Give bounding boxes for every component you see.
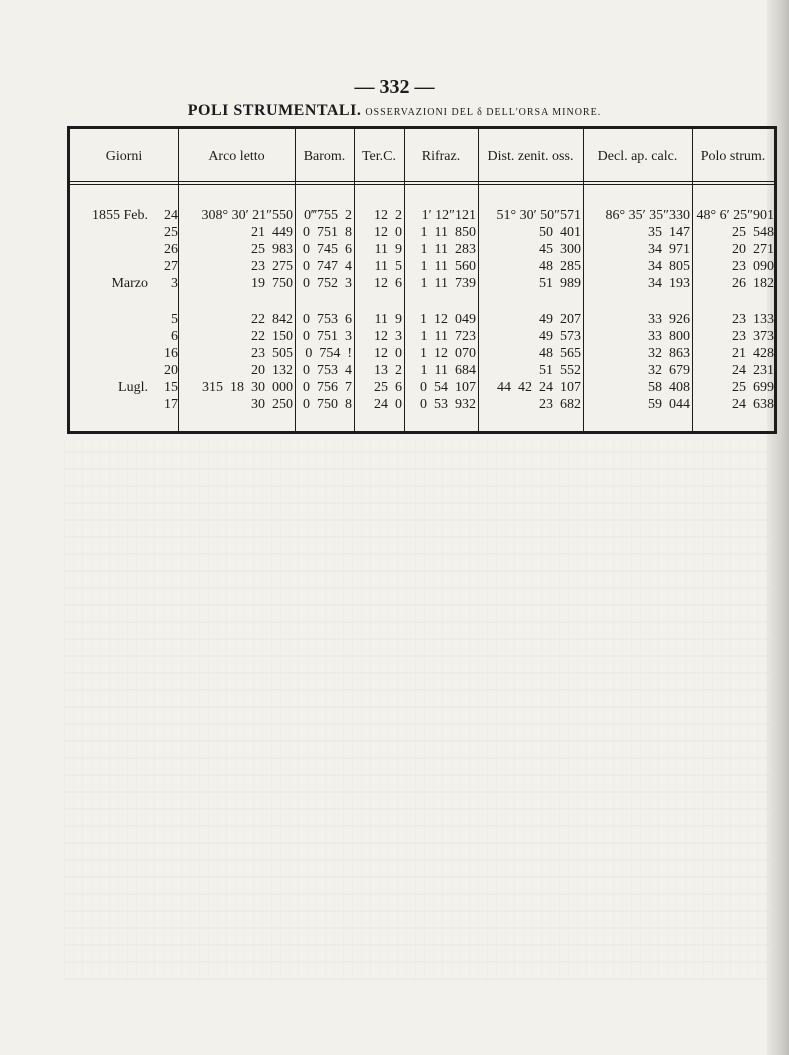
row-label [72,224,148,241]
cell-arco: 23 505 [251,346,293,361]
header-decl: Decl. ap. calc. [597,149,678,164]
cell-arco: 21 449 [251,225,293,240]
cell-arco: 25 983 [251,242,293,257]
cell-barom: 0 750 8 [303,397,352,412]
cell-barom: 0 753 4 [303,363,352,378]
row-day: 6 [171,329,178,344]
header-barom: Barom. [303,149,346,164]
cell-ter: 12 0 [374,225,402,240]
row-label [72,241,148,258]
row-day: 17 [164,397,178,412]
cell-rifraz: 1 11 283 [420,242,476,257]
cell-polo: 20 271 [732,242,774,257]
cell-rifraz: 0 54 107 [420,380,476,395]
row-day: 25 [164,225,178,240]
cell-barom: 0 745 6 [303,242,352,257]
header-polo: Polo strum. [700,149,766,164]
cell-ter: 12 6 [374,276,402,291]
cell-arco: 22 150 [251,329,293,344]
cell-dist: 45 300 [539,242,581,257]
cell-rifraz: 0 53 932 [420,397,476,412]
cell-polo: 23 090 [732,259,774,274]
row-day: 27 [164,259,178,274]
cell-decl: 86° 35′ 35″330 [605,208,690,223]
cell-decl: 58 408 [648,380,690,395]
cell-dist: 44 42 24 107 [497,380,581,395]
row-day: 24 [164,208,178,223]
cell-polo: 24 231 [732,363,774,378]
cell-barom: 0 752 3 [303,276,352,291]
cell-dist: 48 565 [539,346,581,361]
cell-decl: 34 805 [648,259,690,274]
cell-arco: 20 132 [251,363,293,378]
cell-dist: 51° 30′ 50″571 [496,208,581,223]
row-day: 20 [164,363,178,378]
cell-polo: 24 638 [732,397,774,412]
cell-rifraz: 1 11 739 [420,276,476,291]
cell-ter: 25 6 [374,380,402,395]
cell-barom: 0‴755 2 [304,208,352,223]
row-label [72,345,148,362]
observations-table [67,126,777,434]
row-label [72,362,148,379]
cell-ter: 13 2 [374,363,402,378]
cell-barom: 0 756 7 [303,380,352,395]
cell-rifraz: 1 11 684 [420,363,476,378]
cell-decl: 33 926 [648,312,690,327]
row-day: 26 [164,242,178,257]
bleed-through-area [64,440,770,980]
cell-rifraz: 1 11 560 [420,259,476,274]
cell-dist: 50 401 [539,225,581,240]
cell-polo: 25 548 [732,225,774,240]
cell-dist: 23 682 [539,397,581,412]
row-label [72,396,148,413]
cell-ter: 11 9 [374,312,402,327]
cell-rifraz: 1′ 12″121 [421,208,476,223]
cell-barom: 0 747 4 [303,259,352,274]
header-rule-top [70,181,774,182]
header-giorni: Giorni [105,149,143,164]
cell-dist: 51 989 [539,276,581,291]
cell-arco: 308° 30′ 21″550 [201,208,293,223]
cell-arco: 19 750 [251,276,293,291]
row-day: 15 [164,380,178,395]
cell-decl: 59 044 [648,397,690,412]
cell-decl: 34 971 [648,242,690,257]
cell-decl: 32 679 [648,363,690,378]
cell-decl: 33 800 [648,329,690,344]
header-rifraz: Rifraz. [421,149,461,164]
row-label: Marzo [111,276,148,291]
title-main: POLI STRUMENTALI. [187,102,362,119]
cell-polo: 26 182 [732,276,774,291]
row-label [72,328,148,345]
cell-barom: 0 751 8 [303,225,352,240]
cell-decl: 32 863 [648,346,690,361]
row-label [72,311,148,328]
row-label [72,258,148,275]
cell-arco: 22 842 [251,312,293,327]
cell-rifraz: 1 11 723 [420,329,476,344]
cell-barom: 0 754 ! [305,346,352,361]
row-day: 5 [171,312,178,327]
cell-ter: 12 0 [374,346,402,361]
cell-ter: 11 5 [374,259,402,274]
cell-dist: 51 552 [539,363,581,378]
cell-rifraz: 1 12 070 [420,346,476,361]
cell-polo: 48° 6′ 25″901 [696,208,774,223]
cell-barom: 0 751 3 [303,329,352,344]
cell-polo: 25 699 [732,380,774,395]
cell-barom: 0 753 6 [303,312,352,327]
cell-rifraz: 1 12 049 [420,312,476,327]
cell-polo: 23 373 [732,329,774,344]
cell-dist: 49 207 [539,312,581,327]
page-title [0,102,789,120]
header-ter: Ter.C. [361,149,396,164]
cell-polo: 23 133 [732,312,774,327]
cell-rifraz: 1 11 850 [420,225,476,240]
header-rule-bottom [70,184,774,185]
row-label: Lugl. [118,380,148,395]
cell-polo: 21 428 [732,346,774,361]
header-arco-letto: Arco letto [208,149,265,164]
cell-arco: 315 18 30 000 [202,380,293,395]
page-number: — 332 — [354,76,435,98]
row-day: 16 [164,346,178,361]
cell-ter: 24 0 [374,397,402,412]
cell-arco: 23 275 [251,259,293,274]
title-subtitle: OSSERVAZIONI DEL δ DELL'ORSA MINORE. [365,107,602,118]
cell-ter: 12 3 [374,329,402,344]
row-label: 1855 Feb. [92,208,148,223]
cell-ter: 12 2 [374,208,402,223]
cell-decl: 34 193 [648,276,690,291]
cell-dist: 48 285 [539,259,581,274]
cell-ter: 11 9 [374,242,402,257]
header-dist-zenit: Dist. zenit. oss. [487,149,574,164]
cell-arco: 30 250 [251,397,293,412]
cell-decl: 35 147 [648,225,690,240]
row-day: 3 [171,276,178,291]
cell-dist: 49 573 [539,329,581,344]
